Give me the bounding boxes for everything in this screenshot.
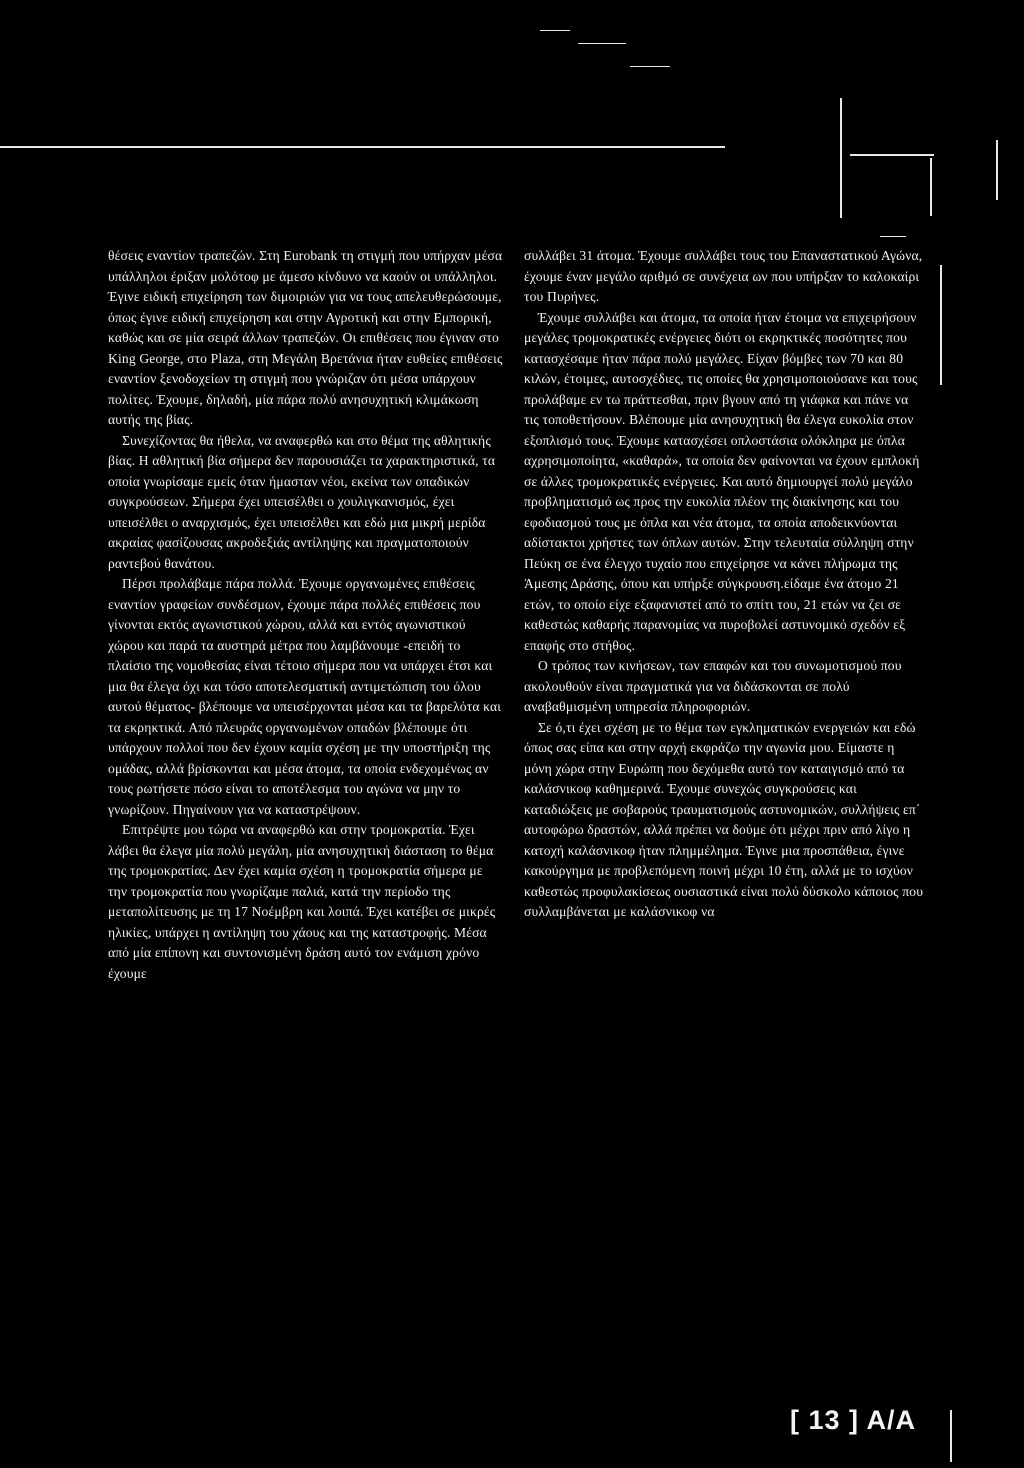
- header-rule: [996, 140, 998, 200]
- header-rule: [850, 154, 934, 156]
- left-paragraph-2: Συνεχίζοντας θα ήθελα, να αναφερθώ και στο θέμα της αθλητικής βίας. Η αθλητική βία σήμερα δεν παρουσιάζει τα χαρακτηριστικά, τα οποία γνωρίσαμε εμείς όταν ήμασταν νέοι, εκείνα των οπαδικών συγκρούσεων. Σήμερα έχει υπεισέλθει ο χουλιγκανισμός, έχει υπεισέλθει ο αναρχισμός, έχει υπεισέλθει και εδώ μια μικρή μερίδα ακραίας φασίζουσας ακροδεξιάς αντίληψης και πραγματοποιούν ραντεβού θανάτου.: [108, 432, 496, 571]
- column-divider: [940, 265, 942, 385]
- left-column: [108, 246, 504, 984]
- right-paragraph-3: Ο τρόπος των κινήσεων, των επαφών και του συνωμοτισμού που ακολουθούν είναι πραγματικά για να διδάσκονται σε πολύ αναβαθμισμένη υπηρεσία πληροφοριών.: [524, 658, 902, 714]
- header-rule: [0, 146, 725, 148]
- left-paragraph-4: Επιτρέψτε μου τώρα να αναφερθώ και στην τρομοκρατία. Έχει λάβει θα έλεγα μία πολύ μεγάλη, μία ανησυχητική διάσταση το θέμα της τρομοκρατίας. Δεν έχει καμία σχέση η τρομοκρατία σήμερα με την τρομοκρατία που γνωρίζαμε παλιά, κατά την περίοδο της μεταπολίτευσης με τη 17 Νοέμβρη και λοιπά. Έχει κατέβει σε μικρές ηλικίες, υπάρχει η αντίληψη του χάους και της καταστροφής. Μέσα από μία επίπονη και συντονισμένη δράση αυτό τον ενάμιση χρόνο έχουμε: [108, 822, 496, 981]
- right-column: [524, 246, 924, 923]
- header-rule: [540, 30, 570, 31]
- left-paragraph-3: Πέρσι προλάβαμε πάρα πολλά. Έχουμε οργανωμένες επιθέσεις εναντίον γραφείων συνδέσμων, έχουμε πάρα πολλές επιθέσεις που γίνονται εκτός αγωνιστικού χώρου, αλλά και εντός αγωνιστικού χώρου και παρά τα αυστηρά μέτρα που λαμβάνουμε -επειδή το πλαίσιο της νομοθεσίας είναι τέτοιο σήμερα που να υπάρχει έτσι και μια θα έλεγα όχι και τόσο αποτελεσματική αντιμετώπιση του όλου αυτού θέματος- βλέπουμε να υπεισέρχονται μέσα και τα βαρελότα και τα εκρηκτικά. Από πλευράς οργανωμένων οπαδών βλέπουμε ότι υπάρχουν πολλοί που δεν έχουν καμία σχέση με την υποστήριξη της ομάδας, αλλά βρίσκονται και μέσα άτομα, τα οποία ενδεχομένως αν τους ρωτήσετε πόσο είναι το αποτέλεσμα του αγώνα να μην το γνωρίζουν. Πηγαίνουν για να καταστρέψουν.: [108, 576, 502, 817]
- header-rule: [950, 1410, 952, 1462]
- right-paragraph-2: Έχουμε συλλάβει και άτομα, τα οποία ήταν έτοιμα να επιχειρήσουν μεγάλες τρομοκρατικές ενέργειες διότι οι εκρηκτικές ποσότητες που κατασχέσαμε ήταν πάρα πολύ μεγάλες. Είχαν βόμβες των 70 και 80 κιλών, έτοιμες, αυτοσχέδιες, τις οποίες θα χρησιμοποιούσανε και τους προλάβαμε εν τω πράττεσθαι, πριν βγουν από τη γιάφκα και πάνε να τις τοποθετήσουν. Βλέπουμε μία ανησυχητική θα έλεγα ευκολία στον εξοπλισμό τους. Έχουμε κατασχέσει οπλοστάσια ολόκληρα με όπλα αχρησιμοποίητα, «καθαρά», τα οποία δεν φαίνονται να έχουν εμπλοκή σε άλλες τρομοκρατικές ενέργειες. Και αυτό δημιουργεί πολύ μεγάλο προβληματισμό ως προς την ευκολία πλέον της διακίνησης και του εφοδιασμού τους με όπλα και νέα άτομα, τα οποία αποδεικνύονται αδίστακτοι χρήστες των όπλων αυτών. Στην τελευταία σύλληψη στην Πεύκη σε ένα έλεγχο τυχαίο που επιχείρησε να κάνει πλήρωμα της Άμεσης Δράσης, όπου και υπήρξε σύγκρουση.είδαμε ένα άτομο 21 ετών, το οποίο είχε εξαφανιστεί από το σπίτι του, 21 ετών να ζει σε καθεστώς καθαρής παρανομίας να πυροβολεί αστυνομικό σχεδόν εξ επαφής στο στήθος.: [524, 309, 920, 653]
- header-rule: [880, 236, 906, 237]
- header-rule: [578, 43, 626, 44]
- header-rule: [840, 98, 842, 218]
- header-rule: [930, 158, 932, 216]
- header-rule: [630, 66, 670, 67]
- left-paragraph-1: θέσεις εναντίον τραπεζών. Στη Eurobank τη στιγμή που υπήρχαν μέσα υπάλληλοι έριξαν μολότοφ με άμεσο κίνδυνο να καούν οι υπάλληλοι. Έγινε ειδική επιχείρηση των διμοιριών για να τους απελευθερώσουμε, όπως έγινε ειδική επιχείρηση και στην Αγροτική και στην Εμπορική, καθώς και σε μία σειρά άλλων τραπεζών. Οι επιθέσεις που έγιναν στο King George, στο Plaza, στη Μεγάλη Βρετάνια ήταν ευθείες επιθέσεις εναντίον ξενοδοχείων τη στιγμή που γνώριζαν ότι μέσα υπάρχουν πολίτες. Έχουμε, δηλαδή, μία πάρα πολύ ανησυχητική κλιμάκωση αυτής της βίας.: [108, 248, 503, 427]
- page-marker: [ 13 ] Α/Α: [790, 1405, 917, 1435]
- right-paragraph-1: συλλάβει 31 άτομα. Έχουμε συλλάβει τους του Επαναστατικού Αγώνα, έχουμε έναν μεγάλο αριθμό σε συνέχεια ων που υπήρξαν το καλοκαίρι του Πυρήνες.: [524, 248, 923, 304]
- right-paragraph-4: Σε ό,τι έχει σχέση με το θέμα των εγκληματικών ενεργειών και εδώ όπως σας είπα και στην αρχή εκφράζω την αγωνία μου. Είμαστε η μόνη χώρα στην Ευρώπη που δεχόμεθα αυτό τον καταιγισμό από τα καλάσνικοφ καθημερινά. Έχουμε συνεχώς συγκρούσεις και καταδιώξεις με σοβαρούς τραυματισμούς αστυνομικών, συλλήψεις επ΄ αυτοφώρω δραστών, αλλά πρέπει να δούμε ότι μέχρι πριν από λίγο η κατοχή καλάσνικοφ ήταν πλημμέλημα. Έγινε μια προσπάθεια, έγινε κακούργημα με προβλεπόμενη ποινή μέχρι 10 έτη, αλλά με το ισχύον καθεστώς προφυλακίσεως ουσιαστικά είναι πολύ δύσκολο κάποιος που συλλαμβάνεται με καλάσνικοφ να: [524, 719, 924, 919]
